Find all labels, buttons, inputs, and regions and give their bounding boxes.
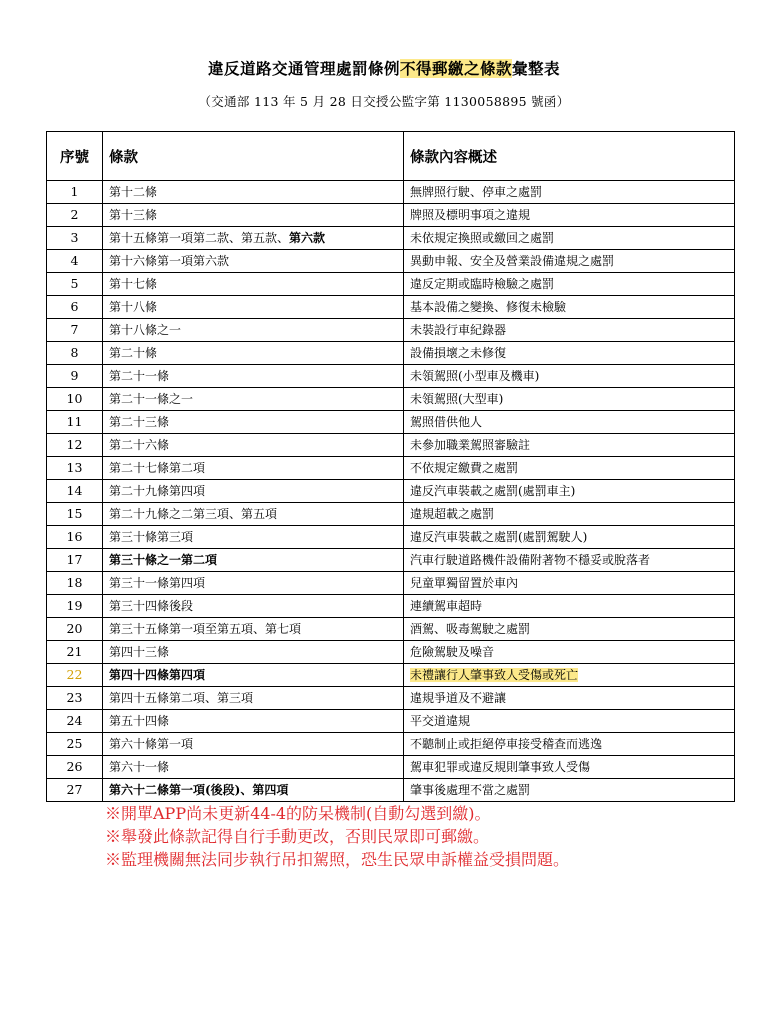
row-number: 24 <box>47 710 103 733</box>
row-description-text: 異動申報、安全及營業設備違規之處罰 <box>410 254 615 268</box>
row-description <box>404 572 735 595</box>
row-number: 11 <box>47 411 103 434</box>
header-description: 條款內容概述 <box>404 132 735 181</box>
table-row <box>47 687 735 710</box>
table-row <box>47 779 735 802</box>
row-description <box>404 250 735 273</box>
row-article-text: 第二十一條之一 <box>109 392 194 406</box>
row-description-text: 未裝設行車紀錄器 <box>410 323 507 337</box>
row-description-text: 違反汽車裝載之處罰(處罰駕駛人) <box>410 530 588 544</box>
row-article-bold-text: 第六款 <box>289 231 326 245</box>
row-description-text: 不依規定繳費之處罰 <box>410 461 519 475</box>
table-row <box>47 342 735 365</box>
row-article <box>103 526 404 549</box>
row-description <box>404 595 735 618</box>
row-article-text: 第六十條第一項 <box>109 737 194 751</box>
row-description <box>404 181 735 204</box>
row-number: 26 <box>47 756 103 779</box>
table-row <box>47 388 735 411</box>
row-description-text: 肇事後處理不當之處罰 <box>410 783 531 797</box>
title-prefix: 違反道路交通管理處罰條例 <box>207 59 400 78</box>
row-description-text: 不聽制止或拒絕停車接受稽查而逃逸 <box>410 737 603 751</box>
row-article-text: 第二十三條 <box>109 415 170 429</box>
row-number: 1 <box>47 181 103 204</box>
row-description <box>404 388 735 411</box>
row-article-text: 第六十一條 <box>109 760 170 774</box>
row-description <box>404 365 735 388</box>
row-number: 4 <box>47 250 103 273</box>
row-description <box>404 710 735 733</box>
row-article <box>103 664 404 687</box>
row-description-text: 駕照借供他人 <box>410 415 483 429</box>
row-description <box>404 641 735 664</box>
row-article-text: 第十五條第一項第二款、第五款、 <box>109 231 290 245</box>
row-number: 14 <box>47 480 103 503</box>
row-description <box>404 687 735 710</box>
row-number: 12 <box>47 434 103 457</box>
row-description-text: 基本設備之變換、修復未檢驗 <box>410 300 567 314</box>
row-description <box>404 273 735 296</box>
row-article-bold-text: 第六十二條第一項(後段)、第四項 <box>109 783 289 797</box>
row-article <box>103 411 404 434</box>
row-description <box>404 434 735 457</box>
table-row <box>47 641 735 664</box>
row-description-text: 違反汽車裝載之處罰(處罰車主) <box>410 484 576 498</box>
row-number: 9 <box>47 365 103 388</box>
row-number: 18 <box>47 572 103 595</box>
row-description <box>404 457 735 480</box>
row-number: 5 <box>47 273 103 296</box>
header-article: 條款 <box>103 132 404 181</box>
row-description <box>404 549 735 572</box>
table-row <box>47 710 735 733</box>
row-description <box>404 526 735 549</box>
row-description-text: 未禮讓行人肇事致人受傷或死亡 <box>410 668 579 682</box>
row-number: 23 <box>47 687 103 710</box>
table-row <box>47 480 735 503</box>
table-row <box>47 411 735 434</box>
row-description-text: 設備損壞之未修復 <box>410 346 507 360</box>
row-description-text: 牌照及標明事項之違規 <box>410 208 531 222</box>
row-article-text: 第三十條第三項 <box>109 530 194 544</box>
table-row <box>47 664 735 687</box>
row-article <box>103 227 404 250</box>
row-description-text: 危險駕駛及噪音 <box>410 645 495 659</box>
table-row <box>47 204 735 227</box>
row-article <box>103 365 404 388</box>
row-number: 17 <box>47 549 103 572</box>
row-description-text: 違規爭道及不避讓 <box>410 691 507 705</box>
row-article <box>103 779 404 802</box>
title-suffix: 彙整表 <box>512 59 561 78</box>
row-article <box>103 273 404 296</box>
row-article-text: 第四十五條第二項、第三項 <box>109 691 254 705</box>
row-description <box>404 480 735 503</box>
table-row <box>47 733 735 756</box>
note-1: ※開單APP尚未更新44-4的防呆機制(自動勾選到繳)。 <box>105 804 491 823</box>
row-article <box>103 756 404 779</box>
row-article <box>103 296 404 319</box>
row-description-text: 未參加職業駕照審驗註 <box>410 438 531 452</box>
row-description-text: 平交道違規 <box>410 714 471 728</box>
row-description-text: 兒童單獨留置於車內 <box>410 576 519 590</box>
row-description-text: 連續駕車超時 <box>410 599 483 613</box>
row-article <box>103 181 404 204</box>
row-article <box>103 204 404 227</box>
row-article-bold-text: 第四十四條第四項 <box>109 668 206 682</box>
row-description <box>404 227 735 250</box>
row-article-bold-text: 第三十條之一第二項 <box>109 553 218 567</box>
row-article <box>103 687 404 710</box>
document-title <box>0 57 768 79</box>
table-row <box>47 457 735 480</box>
row-article-text: 第五十四條 <box>109 714 170 728</box>
row-article-text: 第十八條之一 <box>109 323 182 337</box>
row-number: 27 <box>47 779 103 802</box>
table-row <box>47 595 735 618</box>
row-number: 25 <box>47 733 103 756</box>
row-number: 6 <box>47 296 103 319</box>
row-description <box>404 503 735 526</box>
table-row <box>47 296 735 319</box>
table-row <box>47 319 735 342</box>
table-row <box>47 526 735 549</box>
table-row <box>47 756 735 779</box>
table-row <box>47 434 735 457</box>
row-number: 7 <box>47 319 103 342</box>
header-number: 序號 <box>47 132 103 181</box>
row-number: 19 <box>47 595 103 618</box>
row-article-text: 第二十一條 <box>109 369 170 383</box>
row-article-text: 第三十一條第四項 <box>109 576 206 590</box>
row-article <box>103 434 404 457</box>
row-description-text: 未領駕照(小型車及機車) <box>410 369 540 383</box>
row-description <box>404 756 735 779</box>
row-article <box>103 342 404 365</box>
row-description <box>404 779 735 802</box>
row-number: 21 <box>47 641 103 664</box>
note-2: ※舉發此條款記得自行手動更改，否則民眾即可郵繳。 <box>105 827 490 846</box>
row-article-text: 第二十九條之二第三項、第五項 <box>109 507 278 521</box>
row-article <box>103 549 404 572</box>
row-number: 10 <box>47 388 103 411</box>
row-article <box>103 503 404 526</box>
table-header-row <box>47 132 735 181</box>
row-description-text: 未領駕照(大型車) <box>410 392 504 406</box>
row-article-text: 第十八條 <box>109 300 158 314</box>
row-number: 22 <box>47 664 103 687</box>
row-article-text: 第十二條 <box>109 185 158 199</box>
row-article-text: 第四十三條 <box>109 645 170 659</box>
row-article <box>103 641 404 664</box>
row-description-text: 酒駕、吸毒駕駛之處罰 <box>410 622 531 636</box>
document-subtitle: （交通部 113 年 5 月 28 日交授公監字第 1130058895 號函） <box>198 94 570 109</box>
row-article-text: 第二十七條第二項 <box>109 461 206 475</box>
table-row <box>47 503 735 526</box>
row-article <box>103 710 404 733</box>
articles-table <box>46 131 735 802</box>
row-article-text: 第十七條 <box>109 277 158 291</box>
table-row <box>47 365 735 388</box>
row-number: 20 <box>47 618 103 641</box>
table-row <box>47 250 735 273</box>
row-description <box>404 733 735 756</box>
row-article <box>103 480 404 503</box>
row-description <box>404 618 735 641</box>
table-row <box>47 549 735 572</box>
row-description <box>404 204 735 227</box>
row-number: 16 <box>47 526 103 549</box>
note-3: ※監理機關無法同步執行吊扣駕照，恐生民眾申訴權益受損問題。 <box>105 850 570 869</box>
row-article-text: 第十三條 <box>109 208 158 222</box>
row-article <box>103 250 404 273</box>
row-description-text: 駕車犯罪或違反規則肇事致人受傷 <box>410 760 591 774</box>
table-body <box>47 181 735 802</box>
row-description <box>404 296 735 319</box>
row-description-text: 未依規定換照或繳回之處罰 <box>410 231 555 245</box>
row-description-text: 汽車行駛道路機件設備附著物不穩妥或脫落者 <box>410 553 651 567</box>
row-number: 3 <box>47 227 103 250</box>
table-row <box>47 181 735 204</box>
row-number: 2 <box>47 204 103 227</box>
table-row <box>47 572 735 595</box>
table-row <box>47 273 735 296</box>
row-article-text: 第三十四條後段 <box>109 599 194 613</box>
row-description-text: 無牌照行駛、停車之處罰 <box>410 185 543 199</box>
row-article-text: 第二十六條 <box>109 438 170 452</box>
row-number: 13 <box>47 457 103 480</box>
row-number: 15 <box>47 503 103 526</box>
row-article <box>103 457 404 480</box>
row-article-text: 第二十九條第四項 <box>109 484 206 498</box>
row-description <box>404 342 735 365</box>
row-article <box>103 618 404 641</box>
table-row <box>47 227 735 250</box>
table-row <box>47 618 735 641</box>
row-article-text: 第二十條 <box>109 346 158 360</box>
row-number: 8 <box>47 342 103 365</box>
row-article-text: 第三十五條第一項至第五項、第七項 <box>109 622 302 636</box>
row-article-text: 第十六條第一項第六款 <box>109 254 230 268</box>
title-highlight: 不得郵繳之條款 <box>399 59 512 78</box>
row-article <box>103 595 404 618</box>
row-description-text: 違規超載之處罰 <box>410 507 495 521</box>
row-article <box>103 388 404 411</box>
notes-block <box>105 802 569 871</box>
row-article <box>103 572 404 595</box>
row-article <box>103 319 404 342</box>
row-description <box>404 664 735 687</box>
row-description-text: 違反定期或臨時檢驗之處罰 <box>410 277 555 291</box>
row-description <box>404 411 735 434</box>
row-description <box>404 319 735 342</box>
row-article <box>103 733 404 756</box>
